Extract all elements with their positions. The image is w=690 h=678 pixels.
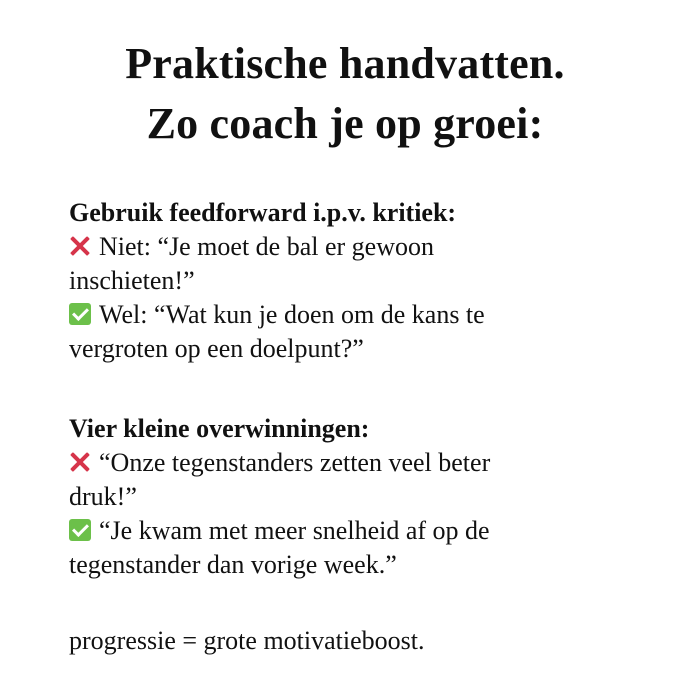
bad-example-continuation: druk!” (69, 482, 137, 511)
footer-text: progressie = grote motivatieboost. (69, 626, 425, 655)
bad-example-continuation: inschieten!” (69, 266, 195, 295)
bad-example-text: Niet: “Je moet de bal er gewoon (99, 232, 434, 261)
check-mark-icon (69, 519, 91, 541)
bad-example (69, 230, 669, 264)
page-title-line-2: Zo coach je op groei: (146, 99, 544, 148)
section-heading: Vier kleine overwinningen: (69, 414, 370, 443)
cross-mark-icon (69, 235, 91, 257)
section-small-wins (69, 412, 669, 582)
section-feedforward (69, 196, 669, 366)
bad-example-text: “Onze tegenstanders zetten veel beter (99, 448, 491, 477)
cross-mark-icon (69, 451, 91, 473)
good-example-text: Wel: “Wat kun je doen om de kans te (99, 300, 485, 329)
good-example-continuation: vergroten op een doelpunt?” (69, 334, 364, 363)
good-example (69, 514, 669, 548)
good-example (69, 298, 669, 332)
good-example-text: “Je kwam met meer snelheid af op de (99, 516, 490, 545)
section-heading: Gebruik feedforward i.p.v. kritiek: (69, 198, 457, 227)
bad-example (69, 446, 669, 480)
check-mark-icon (69, 303, 91, 325)
page-title-line-1: Praktische handvatten. (125, 39, 565, 88)
good-example-continuation: tegenstander dan vorige week.” (69, 550, 397, 579)
